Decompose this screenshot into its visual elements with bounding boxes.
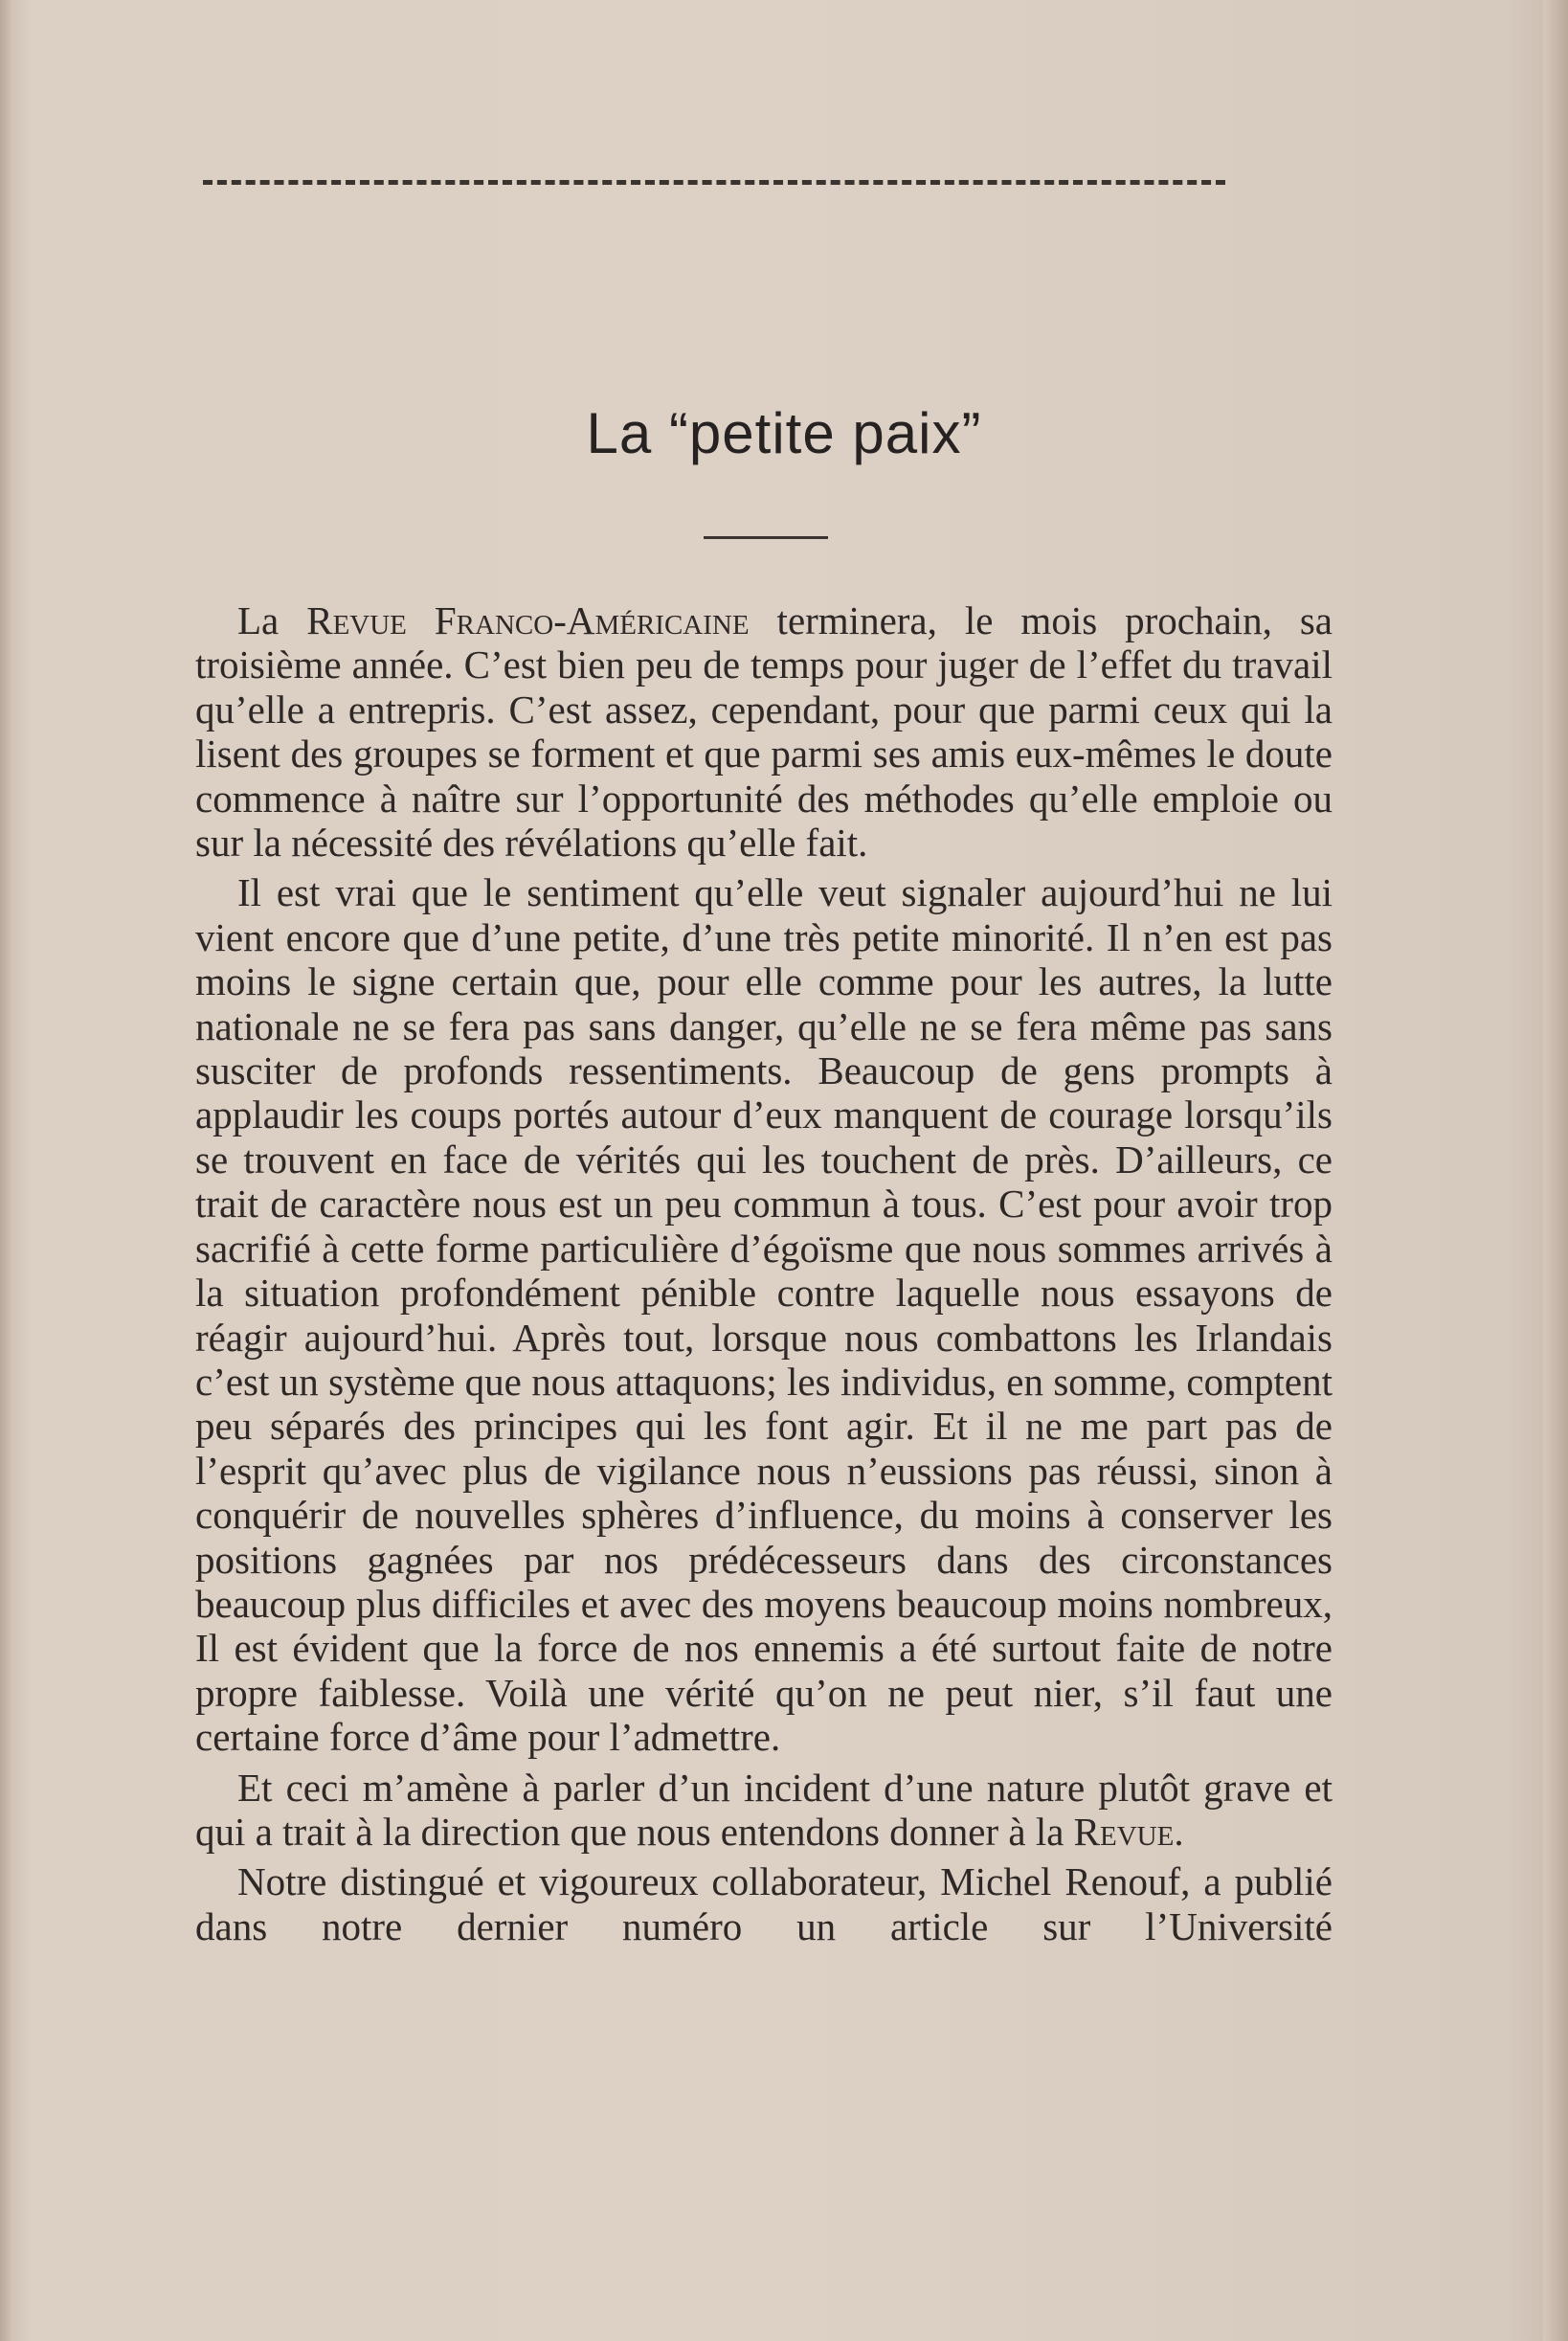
paragraph-2: Il est vrai que le sentiment qu’elle veut signaler aujourd’hui ne lui vient encore que d’une petite, d’une très petite minorité. Il n’en est pas moins le signe certain que, pour elle comme pour les autres, la lutte nationale ne se fera pas sans danger, qu’elle ne se fera même pas sans susciter de profonds ressentiments. Beaucoup de gens prompts à applaudir les coups portés autour d’eux manquent de courage lorsqu’ils se trouvent en face de vérités qui les touchent de près. D’ailleurs, ce trait de caractère nous est un peu commun à tous. C’est pour avoir trop sacrifié à cette forme particulière d’égoïsme que nous sommes arrivés à la situation profondément pénible contre laquelle nous essayons de réagir aujourd’hui. Après tout, lorsque nous combattons les Irlandais c’est un système que nous attaquons; les individus, en somme, comptent peu séparés des principes qui les font agir. Et il ne me part pas de l’esprit qu’avec plus de vigilance nous n’eussions pas réussi, sinon à conquérir de nouvelles sphères d’influence, du moins à conserver les positions gagnées par nos prédécesseurs dans des circonstances beaucoup plus difficiles et avec des moyens beaucoup moins nombreux, Il est évident que la force de nos ennemis a été surtout faite de notre propre faiblesse. Voilà une vérité qu’on ne peut nier, s’il faut une certaine force d’âme pour l’admettre. xyxy=(195,870,1333,1760)
journal-name: Revue Franco-Américaine xyxy=(306,598,750,642)
header-rule xyxy=(203,180,1225,185)
article-title: La “petite paix” xyxy=(586,401,982,465)
paragraph-1-rest: terminera, le mois prochain, sa troisième année. C’est bien peu de temps pour juger de l’effet du travail qu’elle a entrepris. C’est assez, cependant, pour que parmi ceux qui la lisent des groupes se forment et que parmi ses amis eux-mêmes le doute commence à naître sur l’opportunité des méthodes qu’elle emploie ou sur la nécessité des révélations qu’elle fait. xyxy=(195,598,1333,866)
paragraph-1-lead: La xyxy=(237,598,307,642)
page-gutter-left xyxy=(0,0,13,2341)
journal-name-short: Revue xyxy=(1073,1809,1175,1854)
title-divider xyxy=(704,536,828,539)
paragraph-3-rest: . xyxy=(1174,1809,1184,1854)
article-body xyxy=(195,598,1333,1954)
page-edge-right xyxy=(1543,0,1568,2341)
paragraph-4: Notre distingué et vigoureux collaborateur, Michel Renouf, a publié dans notre dernier numéro un article sur l’Université xyxy=(195,1859,1333,1948)
paragraph-3 xyxy=(195,1766,1333,1855)
paragraph-1 xyxy=(195,598,1333,865)
paragraph-3-lead: Et ceci m’amène à parler d’un incident d’une nature plutôt grave et qui a trait à la direction que nous entendons donner à la xyxy=(195,1765,1333,1854)
